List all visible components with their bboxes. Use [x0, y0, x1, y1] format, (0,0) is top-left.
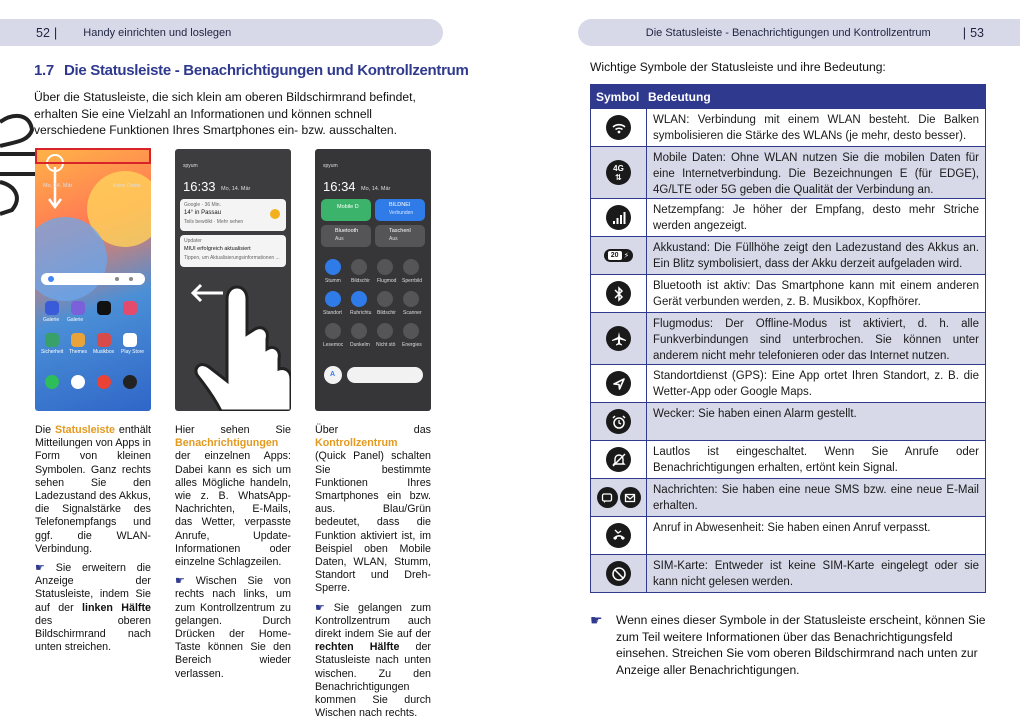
- phone1-app-label-7: Musikbox: [93, 349, 115, 355]
- toggle-label-2: Bildschir: [351, 278, 370, 284]
- column-header-symbol: Symbol: [596, 89, 640, 104]
- right-page-tip: [590, 612, 986, 678]
- phone2-time: 16:33: [183, 179, 216, 194]
- toggle-label-10: Dunkelm: [350, 342, 370, 348]
- column-header-meaning: Bedeutung: [648, 89, 711, 104]
- right-page-header: [578, 19, 1020, 46]
- silent-bell-icon: [606, 447, 631, 472]
- pointing-hand-icon: ☛: [35, 562, 56, 575]
- right-page-tip-text: Wenn eines dieser Symbole in der Statusleiste erscheint, können Sie zum Teil weitere Informationen über das Benachrichtigungsfeld einsehen. Streichen Sie vom oberen Bildschirmrand nach unten zur Anzeige aller Benachrichtigungen.: [616, 613, 986, 677]
- message-icon: [597, 487, 618, 508]
- table-row: [590, 403, 986, 441]
- brightness-auto-label: A: [330, 371, 336, 378]
- phone3-date: Mo, 14. Mär: [361, 186, 391, 192]
- page-number: 52: [36, 25, 50, 40]
- header-title: Handy einrichten und loslegen: [83, 26, 232, 39]
- battery-level-label: 20: [608, 251, 622, 260]
- row-icon-cell: [591, 147, 647, 198]
- cap1-tip-bold: linken Hälfte: [82, 601, 151, 614]
- notif2-title: MIUI erfolgreich aktualisiert: [184, 246, 251, 252]
- phone-screenshot-control-center: [315, 149, 431, 411]
- tile-bluetooth-sub: Aus: [335, 236, 344, 242]
- section-number: 1.7: [34, 62, 54, 79]
- row-text: Mobile Daten: Ohne WLAN nutzen Sie die mobilen Daten für eine Internetverbindung. Die Bezeichnungen E (für EDGE), 4G/LTE oder 5G geben die Qualität der Verbindung an.: [653, 152, 979, 196]
- cap1-highlight: Statusleiste: [54, 424, 115, 436]
- row-text: Anruf in Abwesenheit: Sie haben einen Anruf verpasst.: [653, 522, 931, 534]
- caption-notifications: [175, 424, 291, 681]
- missed-call-icon: [606, 523, 631, 548]
- toggle-label-3: Flugmod: [377, 278, 397, 284]
- toggle-label-11: Nicht stö: [376, 342, 396, 348]
- table-title: Wichtige Symbole der Statusleiste und ihre Bedeutung:: [590, 60, 886, 74]
- table-row: [590, 237, 986, 275]
- notif1-title: 14° in Passau: [184, 210, 222, 216]
- row-icon-cell: [591, 237, 647, 274]
- table-header-row: [590, 84, 986, 109]
- row-text: Netzempfang: Je höher der Empfang, desto mehr Striche werden angezeigt.: [653, 204, 979, 232]
- row-text: Nachrichten: Sie haben eine neue SMS bzw. eine neue E-Mail erhalten.: [653, 484, 979, 512]
- row-icon-cell: [591, 275, 647, 312]
- cap2-highlight: Benachrichtigungen: [175, 437, 279, 450]
- row-text: Akkustand: Die Füllhöhe zeigt den Ladezustand des Akkus an. Ein Blitz symbolisiert, dass der Akku derzeit aufgeladen wird.: [653, 242, 979, 270]
- row-icon-cell: [591, 313, 647, 364]
- table-row: [590, 199, 986, 237]
- caption-statusbar-tip: [35, 562, 151, 654]
- row-icon-cell: [591, 555, 647, 592]
- row-text: Lautlos ist eingeschaltet. Wenn Sie Anrufe oder Benachrichtigungen erhalten, ertönt kein Signal.: [653, 446, 979, 474]
- toggle-label-9: Lesemoc: [323, 342, 344, 348]
- caption-statusbar-text: [35, 424, 151, 556]
- tile-mobile-data-label: Mobile D: [337, 204, 359, 210]
- notif1-header: Google · 36 Min.: [184, 202, 221, 208]
- phone-screenshot-notifications: [175, 149, 291, 411]
- section-title-text: Die Statusleiste - Benachrichtigungen und Kontrollzentrum: [63, 62, 469, 79]
- table-row: [590, 517, 986, 555]
- toggle-label-6: Ruhrichtu: [350, 310, 372, 316]
- row-text: Bluetooth ist aktiv: Das Smartphone kann mit einem anderen Gerät verbunden werden, z. B. Musikbox, Kopfhörer.: [653, 280, 979, 308]
- table-row: [590, 479, 986, 517]
- table-row: [590, 365, 986, 403]
- row-icon-cell: [591, 441, 647, 478]
- row-icon-cell: [591, 517, 647, 554]
- cap2-tip: Wischen Sie von rechts nach links, um zum Kontrollzentrum zu gelangen. Durch Drücken der Home-Taste können Sie den Bereich wieder verlassen.: [175, 575, 291, 680]
- no-sim-icon: [606, 561, 631, 586]
- tile-bluetooth-label: Bluetooth: [335, 228, 359, 234]
- phone1-app-label-2: Galerie: [67, 317, 84, 323]
- swipe-hand-graphic: [175, 149, 291, 411]
- cap1-tip-post: des oberen Bildschirmrand nach unten streichen.: [35, 614, 151, 654]
- cap1-tip-pre: Sie erweitern die Anzeige der Statusleiste, indem Sie auf der: [35, 562, 151, 614]
- mobile-data-4g-icon: [606, 160, 631, 185]
- toggle-label-4: Sperrbild: [402, 278, 423, 284]
- cap1-pre: Die: [35, 424, 55, 436]
- alarm-clock-icon: [606, 409, 631, 434]
- row-icon-cell: [591, 403, 647, 440]
- lightning-icon: ⚡: [623, 251, 630, 260]
- cap3-highlight: Kontrollzentrum: [315, 437, 398, 450]
- row-icon-cell: [591, 109, 647, 146]
- row-icon-cell: [591, 199, 647, 236]
- table-row: [590, 147, 986, 199]
- caption-statusbar: [35, 424, 151, 654]
- table-row: [590, 275, 986, 313]
- tile-flashlight-label: Taschenl: [389, 228, 411, 234]
- toggle-label-7: Bildschir: [377, 310, 396, 316]
- caption-notifications-tip: [175, 575, 291, 681]
- signal-bars-icon: [606, 205, 631, 230]
- table-row: [590, 313, 986, 365]
- header-title: Die Statusleiste - Benachrichtigungen und Kontrollzentrum: [645, 26, 931, 39]
- row-icon-cell: [591, 365, 647, 402]
- cap3-pre: Über das: [315, 424, 431, 436]
- location-arrow-icon: [606, 371, 631, 396]
- toggle-label-5: Standort: [323, 310, 342, 316]
- row-text: WLAN: Verbindung mit einem WLAN besteht. Die Balken symbolisieren die Stärke des WLANs (je mehr, desto besser).: [653, 114, 979, 142]
- phone1-app-label-1: Galerie: [43, 317, 60, 323]
- phone2-carrier: spyum: [183, 163, 198, 169]
- cap2-post: der einzelnen Apps: Dabei kann es sich um alles Mögliche handeln, wie z. B. WhatsApp-Nachrichten, E-Mails, das Wetter, verpasste Anrufe, Update-Informationen oder einzelne Schlagzeilen.: [175, 450, 291, 569]
- phone1-status-date: Mo, 14. Mär: [43, 183, 73, 189]
- phone2-date: Mo, 14. Mär: [221, 186, 251, 192]
- right-page: [520, 0, 1020, 724]
- phone3-carrier: spyum: [323, 163, 338, 169]
- statusbar-highlight-frame: [35, 148, 151, 164]
- section-title: [34, 62, 469, 79]
- phone1-app-label-8: Play Store: [121, 349, 145, 355]
- table-row: [590, 441, 986, 479]
- data-arrows-icon: ⇅: [615, 172, 622, 182]
- row-text: Flugmodus: Der Offline-Modus ist aktiviert, d. h. alle Funkverbindungen sind unterbrochen. Sie können unter anderem nicht mehr telefonieren oder das Internet nutzen.: [653, 318, 979, 362]
- bluetooth-icon: [606, 281, 631, 306]
- airplane-icon: [606, 326, 631, 351]
- app-grid: [45, 301, 137, 389]
- phone1-weather-label: Keine Daten: [113, 183, 141, 189]
- notif2-header: Updater: [184, 238, 202, 244]
- mail-icon: [620, 487, 641, 508]
- wifi-icon: [606, 115, 631, 140]
- toggle-label-1: Stumm: [325, 278, 341, 284]
- intro-paragraph: Über die Statusleiste, die sich klein am oberen Bildschirmrand befindet, erhalten Sie eine Vielzahl an Informationen und können schnell verschiedene Funktionen Ihres Smartphones ein- bzw. ausschalten.: [34, 90, 416, 137]
- 4g-label: 4G: [613, 163, 624, 173]
- notif2-body: Tippen, um Aktualisierungsinformationen ...: [184, 255, 280, 261]
- cap3-post: (Quick Panel) schalten Sie bestimmte Funktionen Ihres Smartphones ein bzw. aus. Blau/Grün bedeutet, dass die Funktion aktiviert ist, im Beispiel oben Mobile Daten, WLAN, Stumm, Standort und Dreh-Sperre.: [315, 450, 431, 595]
- toggle-label-12: Energies: [402, 342, 422, 348]
- header-separator: |: [962, 25, 967, 40]
- page-number: 53: [970, 25, 984, 40]
- toggle-label-8: Scanner: [403, 310, 422, 316]
- tile-flashlight-sub: Aus: [389, 236, 398, 242]
- tile-wifi-label: BILDNEI: [389, 202, 411, 208]
- tile-wifi-sub: Verbunden: [389, 210, 414, 216]
- hand-pointer-icon: [0, 102, 40, 222]
- pointing-hand-icon: ☛: [175, 575, 196, 588]
- cap3-tip-pre: Sie gelangen zum Kontrollzentrum auch direkt indem Sie auf der: [315, 601, 432, 641]
- symbols-table: [590, 84, 986, 593]
- left-page-header: [0, 19, 443, 46]
- cap1-post: enthält Mitteilungen von Apps in Form von kleinen Symbolen. Ganz rechts sehen Sie den Ladezustand des Akkus, die Signalstärke des Telefonempfangs und ggf. die WLAN-Verbindung.: [35, 424, 151, 555]
- pointing-hand-icon: ☛: [315, 601, 334, 614]
- phone-screenshot-home: [35, 149, 151, 411]
- caption-notifications-text: [175, 424, 291, 569]
- row-icon-cell: [591, 479, 647, 516]
- cap3-tip-post: der Statusleiste nach unten wischen. Zu den Benachrichtigungen kommen Sie durch Wischen nach rechts.: [315, 641, 431, 720]
- caption-control-center-tip: [315, 602, 431, 721]
- phone1-app-label-5: Sicherheit: [41, 349, 64, 355]
- row-text: SIM-Karte: Entweder ist keine SIM-Karte eingelegt oder sie kann nicht gelesen werden.: [653, 560, 979, 588]
- pointing-hand-icon: ☛: [590, 612, 603, 628]
- notif1-body: Teils bewölkt · Mehr sehen: [184, 219, 244, 225]
- row-text: Standortdienst (GPS): Eine App ortet Ihren Standort, z. B. die Wetter-App oder Google Maps.: [653, 370, 979, 398]
- table-row: [590, 555, 986, 593]
- caption-control-center-text: [315, 424, 431, 596]
- table-row: [590, 109, 986, 147]
- phone1-app-label-6: Themes: [69, 349, 88, 355]
- caption-control-center: [315, 424, 431, 720]
- header-separator: |: [53, 25, 58, 40]
- cap3-tip-bold: rechten Hälfte: [315, 641, 400, 654]
- phone3-time: 16:34: [323, 179, 356, 194]
- cap2-pre: Hier sehen Sie: [175, 424, 291, 436]
- battery-charging-icon: [604, 249, 633, 262]
- left-page: [0, 0, 500, 724]
- row-text: Wecker: Sie haben einen Alarm gestellt.: [653, 408, 857, 420]
